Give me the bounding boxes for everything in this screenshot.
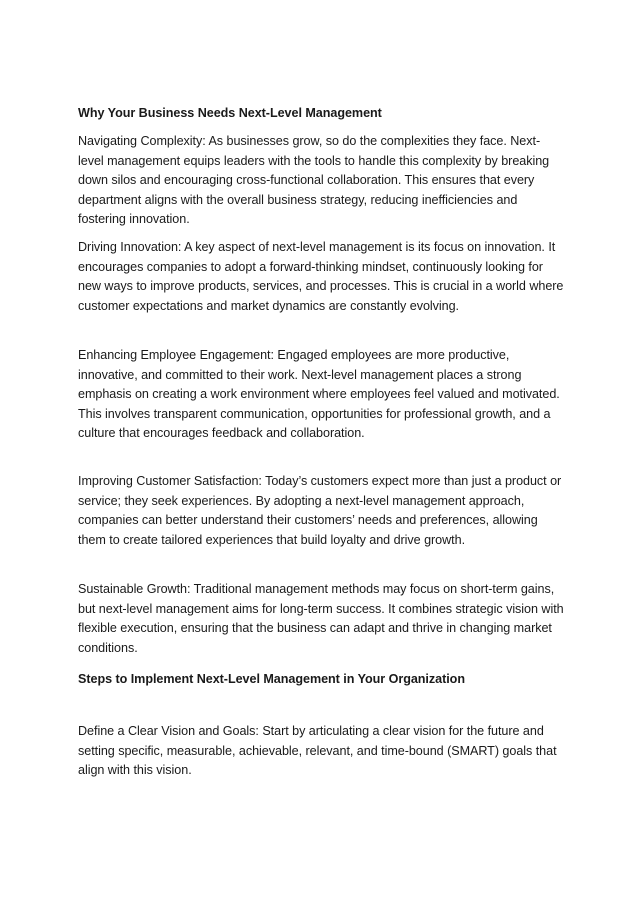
paragraph-employee-engagement: Enhancing Employee Engagement: Engaged employees are more productive, innovative, and committed to their work. Next-level management places a strong emphasis on creating a work environment where employees feel valued and motivated. This involves transparent communication, opportunities for professional growth, and a culture that encourages feedback and collaboration. [78, 348, 560, 440]
paragraph-driving-innovation: Driving Innovation: A key aspect of next-level management is its focus on innovation. It encourages companies to adopt a forward-thinking mindset, continuously looking for new ways to improve products, services, and processes. This is crucial in a world where customer expectations and market dynamics are constantly evolving. [78, 240, 564, 313]
paragraph-define-vision: Define a Clear Vision and Goals: Start by articulating a clear vision for the future and setting specific, measurable, achievable, relevant, and time-bound (SMART) goals that align with this vision. [78, 724, 557, 777]
section-heading-steps: Steps to Implement Next-Level Management in Your Organization [78, 672, 465, 686]
paragraph-navigating-complexity: Navigating Complexity: As businesses grow, so do the complexities they face. Next-level management equips leaders with the tools to handle this complexity by breaking down silos and encouraging cross-functional collaboration. This ensures that every department aligns with the overall business strategy, reducing inefficiencies and fostering innovation. [78, 134, 550, 226]
paragraph-customer-satisfaction: Improving Customer Satisfaction: Today’s customers expect more than just a product or service; they seek experiences. By adopting a next-level management approach, companies can better understand their customers’ needs and preferences, allowing them to create tailored experiences that build loyalty and drive growth. [78, 474, 562, 547]
section-heading-why: Why Your Business Needs Next-Level Management [78, 106, 382, 120]
paragraph-sustainable-growth: Sustainable Growth: Traditional management methods may focus on short-term gains, but next-level management aims for long-term success. It combines strategic vision with flexible execution, ensuring that the business can adapt and thrive in changing market conditions. [78, 582, 564, 655]
